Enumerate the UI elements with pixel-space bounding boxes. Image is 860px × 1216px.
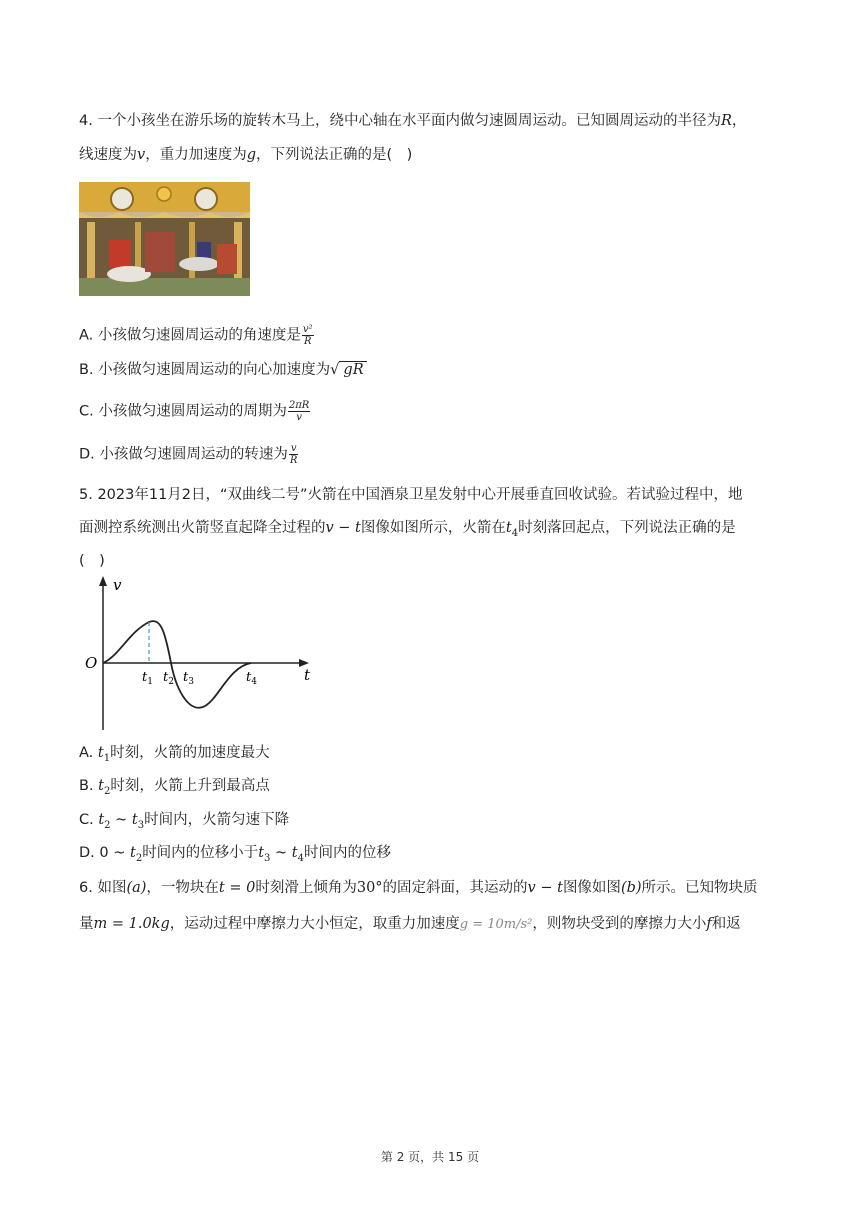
q6-stem-text: ，则物块受到的摩擦力大小 [532,916,707,932]
q5-vt-symbol: v − t [325,520,361,536]
origin-label: O [85,654,98,672]
t-symbol: t [98,812,105,828]
q6-stem-text: 图像如图 [562,880,621,896]
fraction-denominator: v [296,412,302,423]
option-text: D. 0 ~ [79,845,130,861]
subscript: 3 [137,819,145,831]
q5-option-b [79,776,270,796]
t-symbol: t [291,845,298,861]
q5-stem-line1 [79,485,743,505]
fraction-denominator: R [289,455,298,466]
q4-c-fraction [288,400,310,423]
fraction-denominator: R [303,336,312,347]
tilde: ~ [110,812,132,828]
gravity-value: g = 10m/s² [459,917,533,932]
q4-b-sqrt: √ gR [330,360,366,380]
q5-option-a [79,743,270,763]
option-text: A. 小孩做匀速圆周运动的角速度是 [79,327,301,344]
q6-stem-text: 6. 如图 [79,880,127,896]
q6-stem-text: 的固定斜面，其运动的 [382,880,528,896]
figure-ref: (a) [126,880,147,896]
q5-stem-text: 面测控系统测出火箭竖直起降全过程的 [79,520,326,536]
carousel-photo [79,182,250,296]
q5-answer-blank: ( ) [79,553,105,569]
q6-stem-text: 时刻滑上倾角为 [255,880,357,896]
q6-stem-text: 量 [79,916,94,932]
q4-stem-line1 [79,111,746,131]
subscript: 3 [264,852,271,864]
v-axis-arrow [99,576,107,586]
q6-stem-text: 所示。已知物块质 [641,880,758,896]
q4-stem-text: ，下列说法正确的是( ) [256,147,413,163]
t2-label: $t_2$ [163,670,174,687]
q4-gravity-symbol: g [246,147,256,163]
page-footer: 第 2 页，共 15 页 [380,1150,480,1164]
t-symbol: t [258,845,265,861]
q4-stem-text: 线速度为 [79,147,137,163]
subscript: 2 [135,852,143,864]
subscript: 4 [297,852,304,864]
q4-option-a [79,324,315,347]
q5-t-symbol: t [505,520,512,536]
q4-stem-text: ，重力加速度为 [145,147,247,163]
option-text: C. 小孩做匀速圆周运动的周期为 [79,403,287,420]
q4-option-c [79,400,311,423]
option-text: A. [79,745,98,761]
mass-value: m = 1.0kg [93,916,170,932]
q5-stem-text: 图像如图所示，火箭在 [360,520,506,536]
vt-curve [103,621,251,708]
t1-label: $t_1$ [142,670,153,687]
option-text: B. 小孩做匀速圆周运动的向心加速度为 [79,362,331,378]
fraction-numerator: v² [302,324,313,335]
q5-stem-text: 5. 2023年11月2日，“双曲线二号”火箭在中国酒泉卫星发射中心开展垂直回收试验。若试验过程中，地 [79,487,743,503]
option-text: 时间内，火箭匀速下降 [144,812,290,828]
q4-radius-symbol: R [720,113,732,129]
t-symbol: t [97,745,104,761]
t4-label: $t_4$ [246,670,257,687]
q5-stem-text: 时刻落回起点，下列说法正确的是 [518,520,736,536]
option-text: D. 小孩做匀速圆周运动的转速为 [79,446,288,463]
q5-stem-line3 [79,551,105,571]
option-text: 时刻，火箭上升到最高点 [110,778,270,794]
q5-option-d [79,843,391,863]
q4-stem-line2 [79,145,412,165]
subscript: 2 [104,785,111,797]
q4-d-fraction [289,443,299,466]
option-text: 时刻，火箭的加速度最大 [110,745,270,761]
figure-ref: (b) [620,880,642,896]
q6-stem-line1 [79,878,758,898]
q6-stem-text: ，一物块在 [146,880,219,896]
t-axis-label: t [304,666,311,684]
q6-stem-text: 和返 [711,916,741,932]
friction-symbol: f [706,916,712,932]
t-symbol: t [98,778,104,794]
q6-stem-text: ，运动过程中摩擦力大小恒定，取重力加速度 [169,916,460,932]
q4-stem-text: ， [731,113,747,129]
subscript: 2 [104,819,111,831]
time-symbol: t = 0 [218,880,256,896]
option-text: C. [79,812,99,828]
fraction-numerator: v [290,443,297,454]
q5-option-c [79,810,289,830]
q4-stem-text: 4. 一个小孩坐在游乐场的旋转木马上，绕中心轴在水平面内做匀速圆周运动。已知圆周运动的半径为 [79,113,721,129]
angle-value: 30° [356,880,383,896]
option-text: B. [79,778,99,794]
q4-option-d [79,443,299,466]
vt-graph [79,572,319,732]
tilde: ~ [270,845,292,861]
option-text: 时间内的位移 [303,845,391,861]
t-symbol: t [129,845,136,861]
option-text: 时间内的位移小于 [142,845,259,861]
t3-label: $t_3$ [183,670,194,687]
v-axis-label: v [113,576,122,594]
subscript: 4 [511,527,519,539]
vt-symbol: v − t [527,880,563,896]
q5-stem-line2 [79,518,736,538]
sqrt-radicand: gR [339,361,366,378]
subscript: 1 [103,752,111,764]
q4-option-b [79,360,367,380]
q4-a-fraction [302,324,314,347]
fraction-numerator: 2πR [288,400,310,411]
q6-stem-line2 [79,914,741,935]
t-symbol: t [131,812,138,828]
q4-velocity-symbol: v [137,147,146,163]
